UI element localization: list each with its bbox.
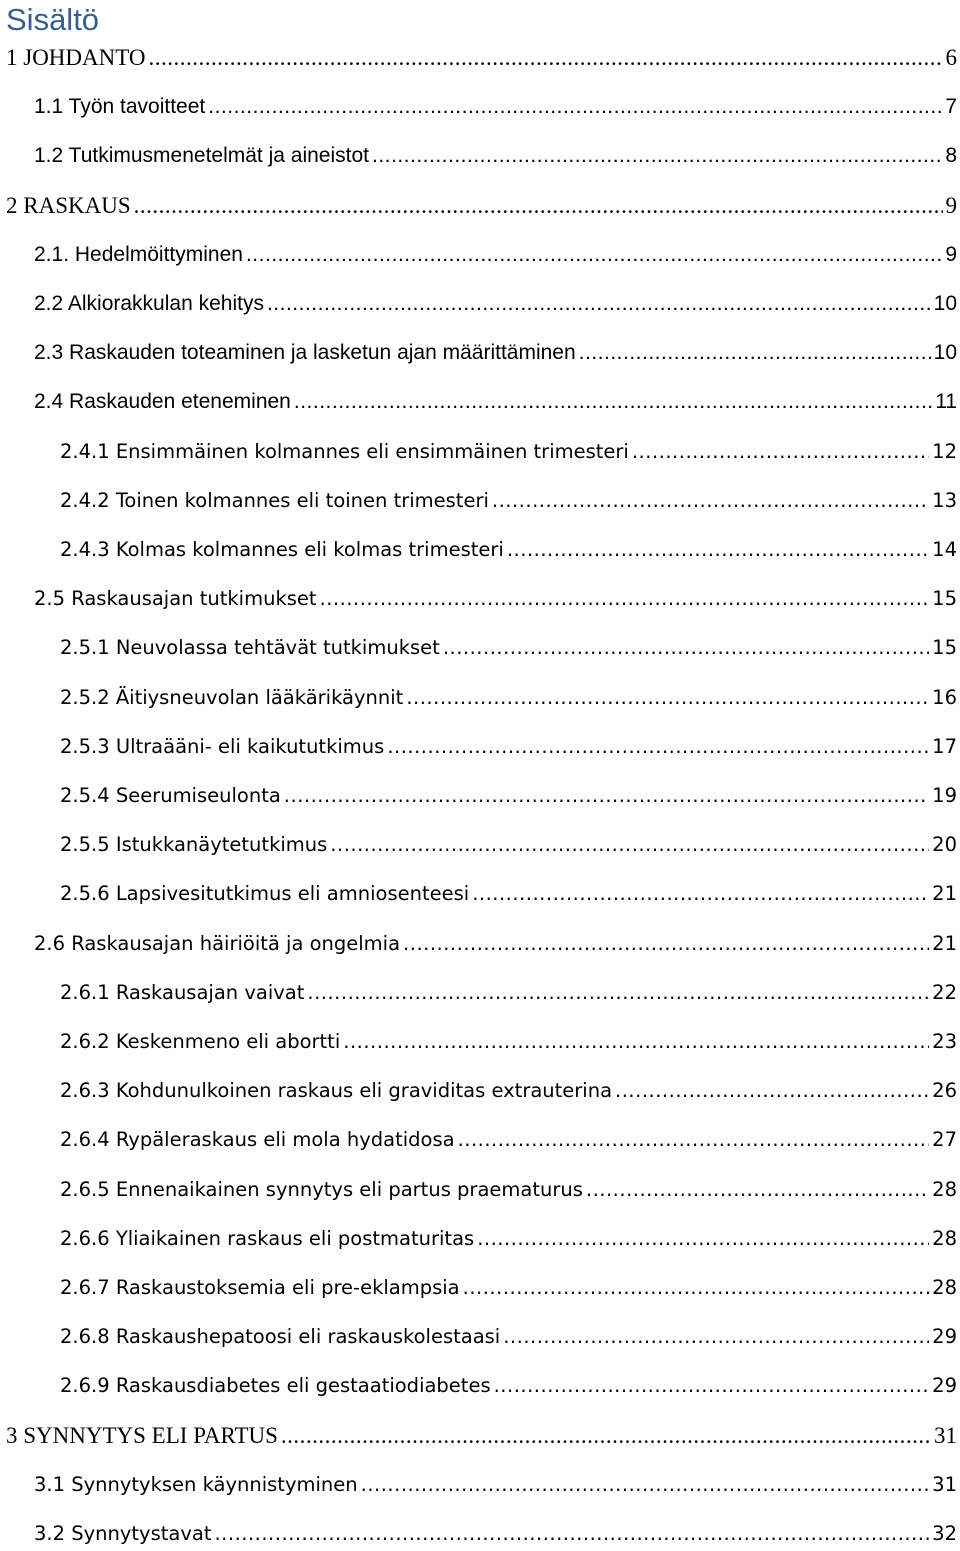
toc-page-number: 22 [932, 976, 960, 1010]
toc-entry-title: 2.6 Raskausajan häiriöitä ja ongelmia [34, 927, 400, 961]
toc-entry-title: 2.4.2 Toinen kolmannes eli toinen trimesteri [60, 484, 489, 518]
toc-entry[interactable] [60, 631, 960, 665]
toc-entry[interactable] [60, 1369, 960, 1403]
toc-page-number: 16 [932, 681, 960, 715]
toc-entry[interactable] [60, 533, 960, 567]
dot-leader [343, 1025, 929, 1059]
toc-entry-title: 2.6.3 Kohdunulkoinen raskaus eli graviditas extrauterina [60, 1074, 612, 1108]
toc-entry-title: 2.5.3 Ultraääni- eli kaikututkimus [60, 730, 384, 764]
toc-page-number: 17 [932, 730, 960, 764]
toc-entry[interactable] [60, 1271, 960, 1305]
toc-entry[interactable] [60, 976, 960, 1010]
toc-entry-title: 2.4 Raskauden eteneminen [34, 385, 291, 419]
toc-page-number: 13 [932, 484, 960, 518]
toc-entry-title: 2.6.6 Yliaikainen raskaus eli postmaturitas [60, 1222, 474, 1256]
toc-page-number: 21 [932, 927, 960, 961]
toc-entry[interactable] [60, 779, 960, 813]
toc-page-number: 9 [946, 189, 960, 223]
toc-entry-title: 2.5.6 Lapsivesitutkimus eli amniosenteesi [60, 877, 469, 911]
dot-leader [579, 336, 931, 370]
toc-page-number: 28 [932, 1222, 960, 1256]
dot-leader [294, 385, 932, 419]
dot-leader [330, 828, 929, 862]
toc-page-number: 27 [932, 1123, 960, 1157]
toc-page-number: 20 [932, 828, 960, 862]
dot-leader [267, 287, 931, 321]
dot-leader [320, 582, 930, 616]
toc-page-number: 14 [932, 533, 960, 567]
toc-entry[interactable] [60, 1320, 960, 1354]
toc-entry-title: 1 JOHDANTO [6, 41, 146, 75]
toc-entry-title: 2.1. Hedelmöittyminen [34, 238, 243, 272]
toc-page-number: 29 [932, 1320, 960, 1354]
toc-entry-title: 3.1 Synnytyksen käynnistyminen [34, 1468, 358, 1502]
toc-entry[interactable] [60, 1025, 960, 1059]
toc-entry[interactable] [34, 1468, 960, 1502]
toc-entry[interactable] [34, 927, 960, 961]
toc-entry[interactable] [34, 90, 960, 124]
toc-entry[interactable] [6, 189, 960, 223]
toc-entry[interactable] [6, 41, 960, 75]
dot-leader [149, 41, 943, 75]
dot-leader [281, 1419, 931, 1453]
toc-page-number: 23 [932, 1025, 960, 1059]
toc-entry[interactable] [60, 1222, 960, 1256]
toc-entry[interactable] [60, 484, 960, 518]
dot-leader [477, 1222, 929, 1256]
dot-leader [208, 90, 942, 124]
toc-entry-title: 2.5.5 Istukkanäytetutkimus [60, 828, 327, 862]
dot-leader [443, 631, 929, 665]
toc-page-number: 28 [932, 1173, 960, 1207]
toc-page-number: 12 [932, 435, 960, 469]
toc-entry-title: 2.4.1 Ensimmäinen kolmannes eli ensimmäinen trimesteri [60, 435, 629, 469]
dot-leader [406, 681, 929, 715]
toc-entry[interactable] [34, 385, 960, 419]
toc-entry-title: 2.6.1 Raskausajan vaivat [60, 976, 304, 1010]
toc-entry-title: 2.5.2 Äitiysneuvolan lääkärikäynnit [60, 681, 403, 715]
dot-leader [632, 435, 929, 469]
toc-entry-title: 2.5 Raskausajan tutkimukset [34, 582, 317, 616]
dot-leader [472, 877, 929, 911]
dot-leader [387, 730, 929, 764]
dot-leader [492, 484, 929, 518]
toc-page-number: 10 [934, 287, 960, 321]
toc-entry-title: 2.6.5 Ennenaikainen synnytys eli partus praematurus [60, 1173, 583, 1207]
dot-leader [372, 139, 942, 173]
toc-entry-title: 2.6.2 Keskenmeno eli abortti [60, 1025, 340, 1059]
dot-leader [507, 533, 929, 567]
toc-page-number: 6 [946, 41, 960, 75]
toc-entry[interactable] [34, 582, 960, 616]
toc-page-number: 28 [932, 1271, 960, 1305]
toc-page-number: 10 [934, 336, 960, 370]
dot-leader [494, 1369, 930, 1403]
toc-entry[interactable] [60, 828, 960, 862]
dot-leader [586, 1173, 929, 1207]
toc-entry[interactable] [60, 1123, 960, 1157]
toc-page-number: 9 [945, 238, 960, 272]
dot-leader [246, 238, 942, 272]
toc-entry[interactable] [60, 730, 960, 764]
toc-page-number: 29 [932, 1369, 960, 1403]
toc-entry-title: 2 RASKAUS [6, 189, 131, 223]
toc-entry[interactable] [60, 435, 960, 469]
toc-entry-title: 2.4.3 Kolmas kolmannes eli kolmas trimesteri [60, 533, 504, 567]
toc-page-number: 31 [934, 1419, 960, 1453]
toc-entry[interactable] [6, 1419, 960, 1453]
toc-entry-title: 2.6.8 Raskaushepatoosi eli raskauskolestaasi [60, 1320, 500, 1354]
toc-entry-title: 2.2 Alkiorakkulan kehitys [34, 287, 264, 321]
toc-entry-title: 3 SYNNYTYS ELI PARTUS [6, 1419, 278, 1453]
toc-page-number: 8 [945, 139, 960, 173]
toc-entry-title: 1.1 Työn tavoitteet [34, 90, 205, 124]
toc-entry[interactable] [34, 1517, 960, 1551]
dot-leader [214, 1517, 929, 1551]
dot-leader [615, 1074, 929, 1108]
dot-leader [307, 976, 929, 1010]
dot-leader [134, 189, 943, 223]
toc-page-number: 32 [932, 1517, 960, 1551]
dot-leader [503, 1320, 929, 1354]
toc-page-number: 7 [945, 90, 960, 124]
dot-leader [458, 1123, 930, 1157]
toc-entry-title: 2.6.4 Rypäleraskaus eli mola hydatidosa [60, 1123, 455, 1157]
toc-page-number: 15 [932, 582, 960, 616]
dot-leader [463, 1271, 930, 1305]
toc-entry[interactable] [34, 238, 960, 272]
toc-entry[interactable] [60, 681, 960, 715]
toc-entry[interactable] [60, 877, 960, 911]
toc-entry[interactable] [60, 1173, 960, 1207]
dot-leader [403, 927, 929, 961]
toc-page-number: 15 [932, 631, 960, 665]
toc-page-number: 11 [935, 385, 960, 419]
toc-entry-title: 2.3 Raskauden toteaminen ja lasketun ajan määrittäminen [34, 336, 576, 370]
toc-page-number: 21 [932, 877, 960, 911]
toc-page-number: 26 [932, 1074, 960, 1108]
toc-entry[interactable] [34, 287, 960, 321]
toc-entry-title: 2.5.4 Seerumiseulonta [60, 779, 281, 813]
dot-leader [361, 1468, 930, 1502]
toc-page-number: 19 [932, 779, 960, 813]
toc-entry[interactable] [60, 1074, 960, 1108]
toc-entry[interactable] [34, 336, 960, 370]
toc-entry[interactable] [34, 139, 960, 173]
dot-leader [284, 779, 929, 813]
toc-page-number: 31 [932, 1468, 960, 1502]
toc-entry-title: 2.6.9 Raskausdiabetes eli gestaatiodiabetes [60, 1369, 491, 1403]
toc-entry-title: 3.2 Synnytystavat [34, 1517, 211, 1551]
toc-entry-title: 2.6.7 Raskaustoksemia eli pre-eklampsia [60, 1271, 460, 1305]
toc-entry-title: 1.2 Tutkimusmenetelmät ja aineistot [34, 139, 369, 173]
toc-entry-title: 2.5.1 Neuvolassa tehtävät tutkimukset [60, 631, 440, 665]
page-title: Sisältö [6, 0, 99, 40]
